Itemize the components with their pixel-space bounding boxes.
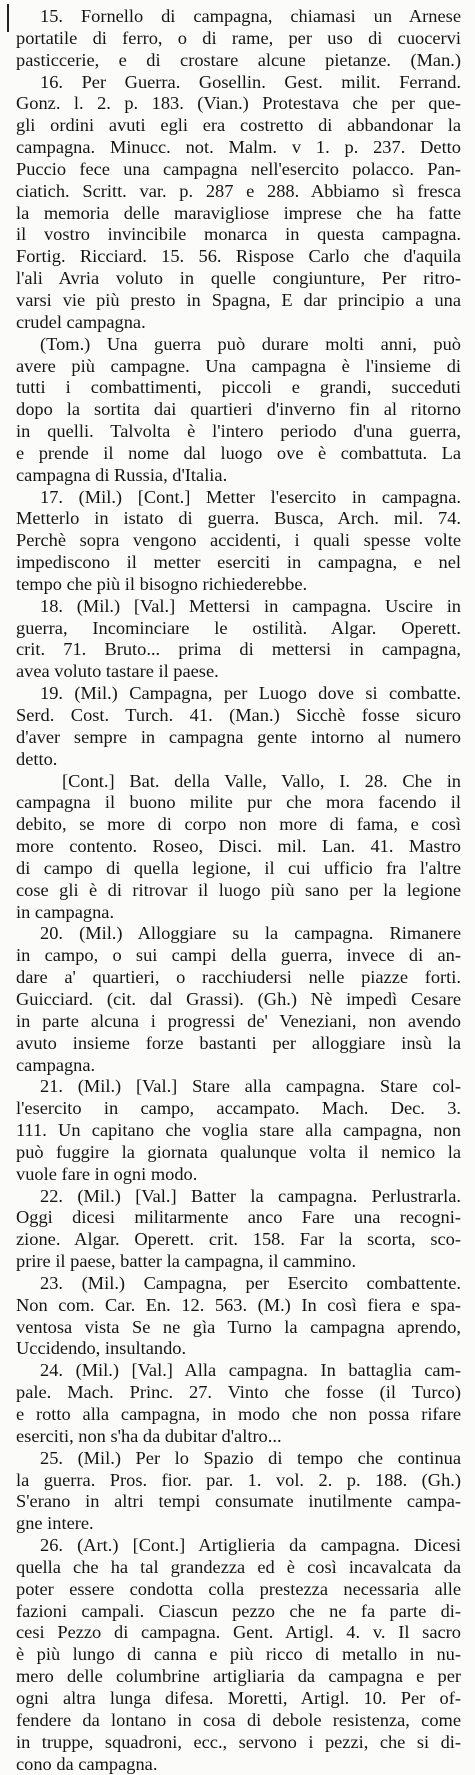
text-line: avuto insieme forze bastanti per alloggiare insù la: [16, 1033, 461, 1055]
text-line: gne intere.: [16, 1513, 461, 1535]
text-line: la guerra. Pros. fior. par. 1. vol. 2. p. 188. (Gh.): [16, 1470, 461, 1492]
text-line: quella che ha tal grandezza ed è così incavalcata da: [16, 1557, 461, 1579]
text-line: Perchè sopra vengono accidenti, i quali spesse volte: [16, 530, 461, 552]
text-line: e prende il nome dal luogo ove è combattuta. La: [16, 443, 461, 465]
text-line: S'erano in altri tempi consumate inutilmente campa-: [16, 1491, 461, 1513]
text-line: varsi vie più presto in Spagna, E dar principio a una: [16, 290, 461, 312]
text-line: guerra, Incominciare le ostilità. Algar. Operett.: [16, 618, 461, 640]
text-line: ventosa vista Se ne gìa Turno la campagna aprendo,: [16, 1317, 461, 1339]
text-line: in truppe, squadroni, ecc., servono i pezzi, che si di-: [16, 1732, 461, 1754]
text-line: dopo la sortita dai quartieri d'inverno fin al ritorno: [16, 399, 461, 421]
text-line: crudel campagna.: [16, 312, 461, 334]
text-line: prire il paese, batter la campagna, il cammino.: [16, 1251, 461, 1273]
text-line: cesi Pezzo di campagna. Gent. Artigl. 4. v. Il sacro: [16, 1622, 461, 1644]
text-line: Uccidendo, insultando.: [16, 1338, 461, 1360]
text-line: mero delle columbrine artigliaria da campagna e per: [16, 1666, 461, 1688]
text-line: pale. Mach. Princ. 27. Vinto che fosse (il Turco): [16, 1382, 461, 1404]
text-line: Gonz. l. 2. p. 183. (Vian.) Protestava che per que-: [16, 93, 461, 115]
text-line: il vostro invincibile monarca in questa campagna.: [16, 224, 461, 246]
text-line: campagna.: [16, 1055, 461, 1077]
text-line: l'ali Avria voluto in quelle congiunture, Per ritro-: [16, 268, 461, 290]
text-line: 16. Per Guerra. Gosellin. Gest. milit. Ferrand.: [16, 72, 461, 94]
text-line: campagna di Russia, d'Italia.: [16, 465, 461, 487]
text-line: l'esercito in campo, accampato. Mach. Dec. 3.: [16, 1098, 461, 1120]
text-line: 22. (Mil.) [Val.] Batter la campagna. Perlustrarla.: [16, 1186, 461, 1208]
text-line: 19. (Mil.) Campagna, per Luogo dove si combatte.: [16, 683, 461, 705]
text-line: portatile di ferro, o di rame, per uso di cuocervi: [16, 28, 461, 50]
text-line: e rotto alla campagna, in modo che non possa rifare: [16, 1404, 461, 1426]
text-line: la memoria delle maravigliose imprese che ha fatte: [16, 203, 461, 225]
text-line: 17. (Mil.) [Cont.] Metter l'esercito in campagna.: [16, 487, 461, 509]
entry-text-column: [16, 6, 461, 1775]
text-line: Guicciard. (cit. dal Grassi). (Gh.) Nè impedì Cesare: [16, 989, 461, 1011]
text-line: more contento. Roseo, Disci. mil. Lan. 41. Mastro: [16, 836, 461, 858]
text-line: tutti i combattimenti, piccoli e grandi, succeduti: [16, 377, 461, 399]
text-line: ogni altra lunga difesa. Moretti, Artigl. 10. Per of-: [16, 1688, 461, 1710]
text-line: Non com. Car. En. 12. 563. (M.) In così fiera e spa-: [16, 1295, 461, 1317]
text-line: tempo che più il bisogno richiederebbe.: [16, 574, 461, 596]
text-line: d'aver sempre in campagna gente intorno al numero: [16, 727, 461, 749]
text-line: 20. (Mil.) Alloggiare su la campagna. Rimanere: [16, 923, 461, 945]
text-line: 111. Un capitano che voglia stare alla campagna, non: [16, 1120, 461, 1142]
text-line: gli ordini avuti egli era costretto di abbandonar la: [16, 115, 461, 137]
text-line: Oggi dicesi militarmente anco Fare una recogni-: [16, 1207, 461, 1229]
text-line: zione. Algar. Operett. crit. 158. Far la scorta, sco-: [16, 1229, 461, 1251]
text-line: in campo, o sui campi della guerra, invece di an-: [16, 945, 461, 967]
text-line: eserciti, non s'ha da dubitar d'altro...: [16, 1426, 461, 1448]
text-line: in parte alcuna i progressi de' Veneziani, non avendo: [16, 1011, 461, 1033]
text-line: Metterlo in istato di guerra. Busca, Arch. mil. 74.: [16, 508, 461, 530]
text-line: avere più campagne. Una campagna è l'insieme di: [16, 356, 461, 378]
text-line: [Cont.] Bat. della Valle, Vallo, I. 28. Che in: [16, 771, 461, 793]
text-line: 15. Fornello di campagna, chiamasi un Arnese: [16, 6, 461, 28]
text-line: 24. (Mil.) [Val.] Alla campagna. In battaglia cam-: [16, 1360, 461, 1382]
text-line: in quelli. Talvolta è l'intero periodo d'una guerra,: [16, 421, 461, 443]
text-line: fazioni campali. Ciascun pezzo che ne fa parte di-: [16, 1601, 461, 1623]
text-line: Fortig. Ricciard. 15. 56. Rispose Carlo che d'aquila: [16, 246, 461, 268]
text-line: è più lungo di canna e più ricco di metallo in nu-: [16, 1644, 461, 1666]
text-line: 23. (Mil.) Campagna, per Esercito combattente.: [16, 1273, 461, 1295]
text-line: Puccio fece una campagna nell'esercito polacco. Pan-: [16, 159, 461, 181]
text-line: campagna il buono milite pur che mora facendo il: [16, 792, 461, 814]
text-line: cose gli è di ritrovar il luogo più sano per la legione: [16, 880, 461, 902]
text-line: campagna. Minucc. not. Malm. v 1. p. 237. Detto: [16, 137, 461, 159]
text-line: può fuggire la giornata qualunque volta il nemico la: [16, 1142, 461, 1164]
text-line: 26. (Art.) [Cont.] Artiglieria da campagna. Dicesi: [16, 1535, 461, 1557]
text-line: 18. (Mil.) [Val.] Mettersi in campagna. Uscire in: [16, 596, 461, 618]
text-line: di campo di quella legione, il cui ufficio fra l'altre: [16, 858, 461, 880]
text-line: pasticcerie, e di crostare alcune pietanze. (Man.): [16, 50, 461, 72]
text-line: ciatich. Scritt. var. p. 287 e 288. Abbiamo sì fresca: [16, 181, 461, 203]
text-line: debito, se more di corpo non more di fama, e così: [16, 814, 461, 836]
text-line: in campagna.: [16, 902, 461, 924]
text-line: avea voluto tastare il paese.: [16, 661, 461, 683]
text-line: (Tom.) Una guerra può durare molti anni, può: [16, 334, 461, 356]
text-line: cono da campagna.: [16, 1754, 461, 1775]
text-line: poter essere condotta colla prestezza necessaria alle: [16, 1579, 461, 1601]
text-line: vuole fare in ogni modo.: [16, 1164, 461, 1186]
text-line: dare a' quartieri, o racchiudersi nelle piazze forti.: [16, 967, 461, 989]
text-line: 25. (Mil.) Per lo Spazio di tempo che continua: [16, 1448, 461, 1470]
text-line: detto.: [16, 749, 461, 771]
text-line: 21. (Mil.) [Val.] Stare alla campagna. Stare col-: [16, 1076, 461, 1098]
text-line: fendere da lontano in cosa di debole resistenza, come: [16, 1710, 461, 1732]
text-line: crit. 71. Bruto... prima di mettersi in campagna,: [16, 639, 461, 661]
text-line: Serd. Cost. Turch. 41. (Man.) Sicchè fosse sicuro: [16, 705, 461, 727]
column-rule: [7, 4, 9, 32]
text-line: impediscono il metter eserciti in campagna, e nel: [16, 552, 461, 574]
